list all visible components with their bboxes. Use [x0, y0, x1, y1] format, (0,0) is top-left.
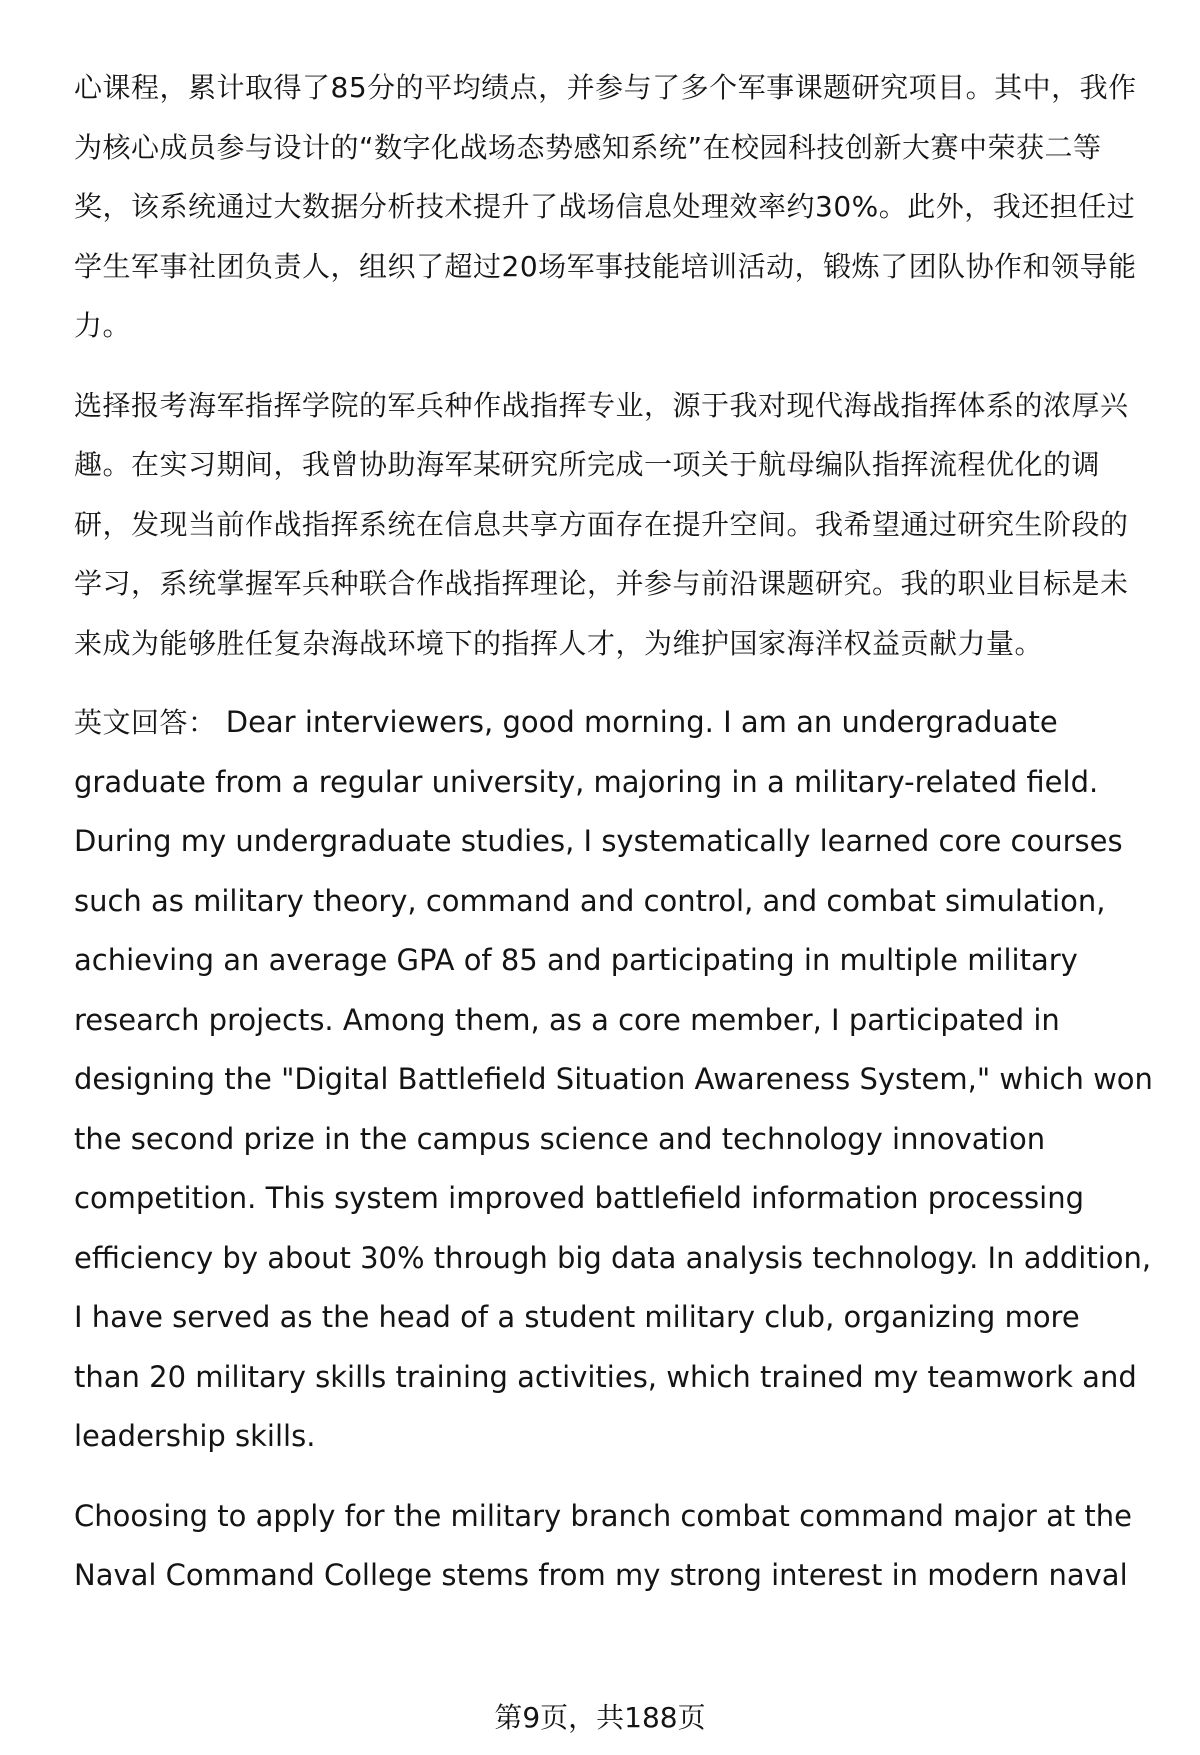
english-answer-label: 英文回答：: [74, 706, 217, 739]
paragraph-experience-zh: 心课程，累计取得了85分的平均绩点，并参与了多个军事课题研究项目。其中，我作为核心成员参与设计的“数字化战场态势感知系统”在校园科技创新大赛中荣获二等奖，该系统通过大数据分析技术提升了战场信息处理效率约30%。此外，我还担任过学生军事社团负责人，组织了超过20场军事技能培训活动，锻炼了团队协作和领导能力。: [74, 71, 1137, 342]
english-answer-text: Dear interviewers, good morning. I am an undergraduate graduate from a regular university, majoring in a military-related field. During my undergraduate studies, I systematically learned core courses such as military theory, command and control, and combat simulation, achieving an average GPA of 85 and participating in multiple military research projects. Among them, as a core member, I participated in designing the "Digital Battlefield Situation Awareness System," which won the second prize in the campus science and technology innovation competition. This system improved battlefield information processing efficiency by about 30% through big data analysis technology. In addition, I have served as the head of a student military club, organizing more than 20 military skills training activities, which trained my teamwork and leadership skills.: [74, 705, 1153, 1453]
paragraph-motivation-en: Choosing to apply for the military branch combat command major at the Naval Command College stems from my strong interest in modern naval: [74, 1498, 1133, 1592]
page-number: 第9页，共188页: [494, 1701, 706, 1734]
document-body: [74, 58, 1154, 1606]
paragraph-english-answer: [74, 693, 1154, 1467]
paragraph-motivation-zh: 选择报考海军指挥学院的军兵种作战指挥专业，源于我对现代海战指挥体系的浓厚兴趣。在实习期间，我曾协助海军某研究所完成一项关于航母编队指挥流程优化的调研，发现当前作战指挥系统在信息共享方面存在提升空间。我希望通过研究生阶段的学习，系统掌握军兵种联合作战指挥理论，并参与前沿课题研究。我的职业目标是未来成为能够胜任复杂海战环境下的指挥人才，为维护国家海洋权益贡献力量。: [74, 388, 1129, 660]
